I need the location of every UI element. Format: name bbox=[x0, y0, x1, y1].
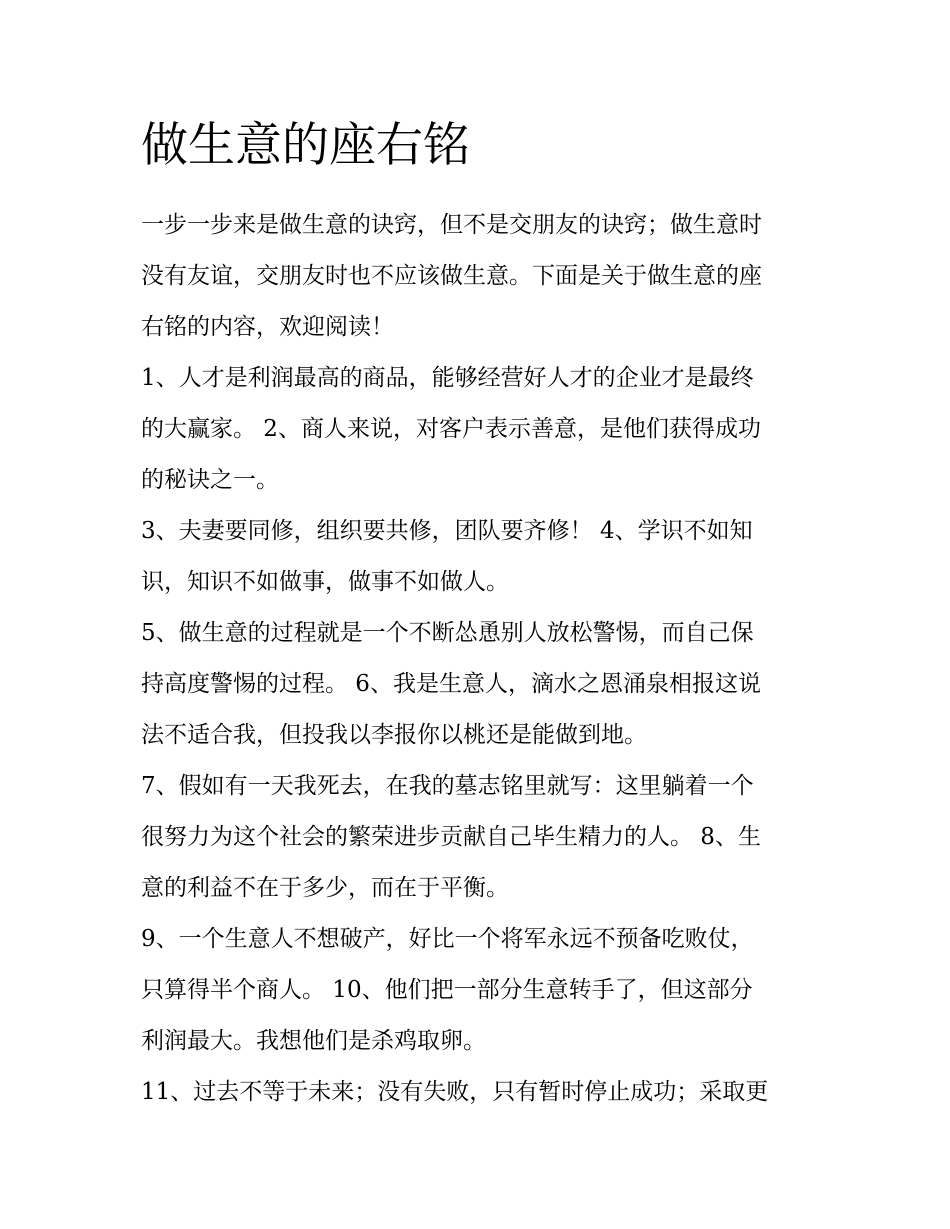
motto-line-12: 9、一个生意人不想破产，好比一个将军永远不预备吃败仗， bbox=[141, 926, 754, 952]
intro-line-2: 没有友谊，交朋友时也不应该做生意。下面是关于做生意的座 bbox=[141, 263, 762, 289]
motto-line-3: 的秘诀之一。 bbox=[141, 467, 279, 493]
motto-line-8: 法不适合我，但投我以李报你以桃还是能做到地。 bbox=[141, 722, 647, 748]
title-spacing bbox=[141, 180, 811, 200]
motto-line-10: 很努力为这个社会的繁荣进步贡献自己毕生精力的人。 8、生 bbox=[141, 824, 761, 850]
motto-line-2: 的大赢家。 2、商人来说，对客户表示善意，是他们获得成功 bbox=[141, 416, 761, 442]
motto-line-5: 识，知识不如做事，做事不如做人。 bbox=[141, 569, 509, 595]
intro-line-3: 右铭的内容，欢迎阅读！ bbox=[141, 314, 394, 340]
motto-line-13: 只算得半个商人。 10、他们把一部分生意转手了，但这部分 bbox=[141, 977, 753, 1003]
document-body bbox=[141, 112, 811, 1118]
intro-line-1: 一步一步来是做生意的诀窍，但不是交朋友的诀窍；做生意时 bbox=[141, 212, 762, 238]
motto-line-15: 11、过去不等于未来；没有失败，只有暂时停止成功；采取更 bbox=[141, 1079, 769, 1105]
motto-line-11: 意的利益不在于多少，而在于平衡。 bbox=[141, 875, 509, 901]
motto-line-9: 7、假如有一天我死去，在我的墓志铭里就写：这里躺着一个 bbox=[141, 773, 754, 799]
motto-line-1: 1、人才是利润最高的商品，能够经营好人才的企业才是最终 bbox=[141, 365, 754, 391]
document-title: 做生意的座右铭 bbox=[141, 118, 470, 173]
motto-line-4: 3、夫妻要同修，组织要共修，团队要齐修！ 4、学识不如知 bbox=[141, 518, 753, 544]
motto-line-6: 5、做生意的过程就是一个不断怂恿别人放松警惕，而自己保 bbox=[141, 620, 754, 646]
motto-line-7: 持高度警惕的过程。 6、我是生意人，滴水之恩涌泉相报这说 bbox=[141, 671, 761, 697]
motto-line-14: 利润最大。我想他们是杀鸡取卵。 bbox=[141, 1028, 486, 1054]
